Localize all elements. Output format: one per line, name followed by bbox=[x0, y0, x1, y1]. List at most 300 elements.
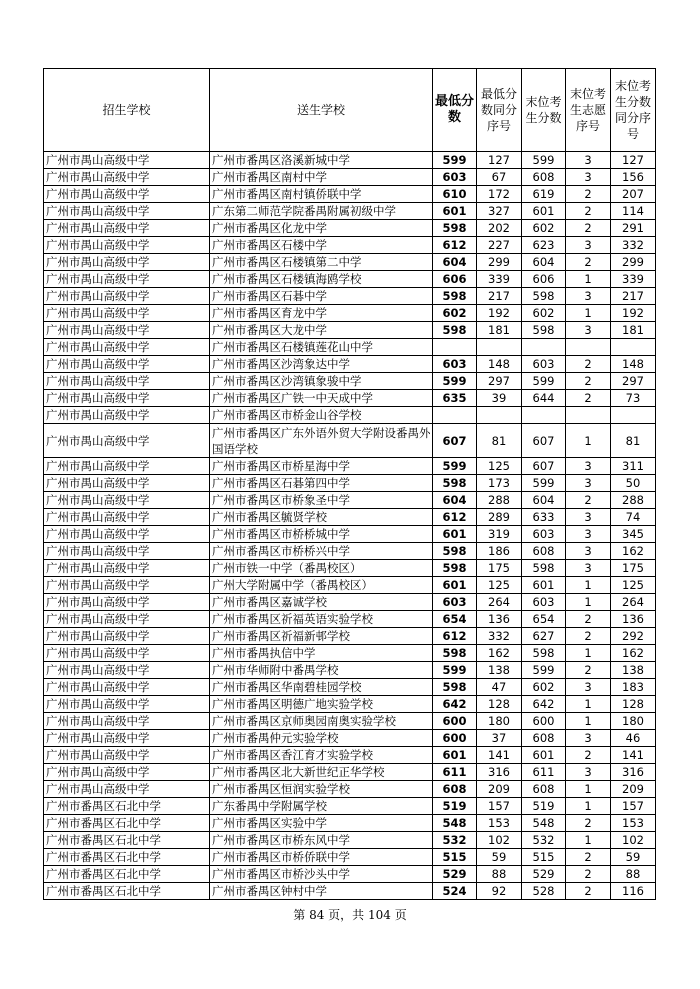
cell-last-rank: 59 bbox=[611, 849, 656, 866]
cell-last-rank bbox=[611, 407, 656, 424]
cell-min-rank: 339 bbox=[477, 271, 522, 288]
table-row bbox=[44, 288, 656, 305]
cell-sender: 广州市番禺区石楼镇第二中学 bbox=[210, 254, 433, 271]
cell-school: 广州市禺山高级中学 bbox=[44, 220, 210, 237]
cell-sender: 广州市番禺区明德广地实验学校 bbox=[210, 696, 433, 713]
table-row bbox=[44, 781, 656, 798]
cell-last-choice: 2 bbox=[566, 186, 611, 203]
cell-school: 广州市禺山高级中学 bbox=[44, 764, 210, 781]
cell-last-score: 607 bbox=[522, 458, 566, 475]
cell-last-score: 608 bbox=[522, 730, 566, 747]
cell-last-score: 600 bbox=[522, 713, 566, 730]
cell-last-score: 608 bbox=[522, 781, 566, 798]
cell-min-score: 600 bbox=[433, 730, 477, 747]
cell-school: 广州市禺山高级中学 bbox=[44, 271, 210, 288]
cell-last-score: 599 bbox=[522, 662, 566, 679]
cell-last-score: 608 bbox=[522, 169, 566, 186]
table-row bbox=[44, 373, 656, 390]
cell-last-choice: 3 bbox=[566, 543, 611, 560]
cell-last-choice: 2 bbox=[566, 220, 611, 237]
cell-sender: 广州市番禺区市桥侨联中学 bbox=[210, 849, 433, 866]
cell-last-score: 532 bbox=[522, 832, 566, 849]
cell-last-choice: 1 bbox=[566, 305, 611, 322]
cell-min-score: 603 bbox=[433, 169, 477, 186]
cell-last-score: 602 bbox=[522, 220, 566, 237]
cell-last-choice: 3 bbox=[566, 679, 611, 696]
table-row bbox=[44, 203, 656, 220]
footer-mid: 页，共 bbox=[324, 908, 368, 922]
table-row bbox=[44, 509, 656, 526]
cell-last-choice: 1 bbox=[566, 271, 611, 288]
cell-last-rank: 127 bbox=[611, 152, 656, 169]
cell-sender: 广州市番禺区京师奥园南奥实验学校 bbox=[210, 713, 433, 730]
cell-last-choice: 1 bbox=[566, 713, 611, 730]
cell-min-score: 604 bbox=[433, 254, 477, 271]
cell-school: 广州市禺山高级中学 bbox=[44, 560, 210, 577]
cell-min-rank: 181 bbox=[477, 322, 522, 339]
cell-last-choice: 2 bbox=[566, 747, 611, 764]
cell-last-rank: 153 bbox=[611, 815, 656, 832]
cell-last-score: 619 bbox=[522, 186, 566, 203]
cell-last-rank: 148 bbox=[611, 356, 656, 373]
cell-min-rank bbox=[477, 339, 522, 356]
cell-min-rank: 47 bbox=[477, 679, 522, 696]
cell-min-rank: 128 bbox=[477, 696, 522, 713]
cell-sender: 广州市番禺区市桥桥兴中学 bbox=[210, 543, 433, 560]
cell-sender: 广州市番禺区洛溪新城中学 bbox=[210, 152, 433, 169]
cell-last-choice: 2 bbox=[566, 203, 611, 220]
table-row bbox=[44, 356, 656, 373]
cell-min-rank: 202 bbox=[477, 220, 522, 237]
cell-last-choice: 3 bbox=[566, 475, 611, 492]
cell-last-score: 601 bbox=[522, 203, 566, 220]
header-min-score: 最低分数 bbox=[433, 69, 477, 152]
cell-sender: 广州市番禺仲元实验学校 bbox=[210, 730, 433, 747]
cell-school: 广州市禺山高级中学 bbox=[44, 186, 210, 203]
cell-min-rank: 141 bbox=[477, 747, 522, 764]
cell-last-rank: 299 bbox=[611, 254, 656, 271]
table-row bbox=[44, 390, 656, 407]
table-row bbox=[44, 849, 656, 866]
cell-min-score: 598 bbox=[433, 288, 477, 305]
table-row bbox=[44, 645, 656, 662]
cell-school: 广州市禺山高级中学 bbox=[44, 390, 210, 407]
page-footer bbox=[0, 906, 700, 923]
header-last-score: 末位考生分数 bbox=[522, 69, 566, 152]
cell-min-rank: 209 bbox=[477, 781, 522, 798]
cell-sender: 广州市番禺区香江育才实验学校 bbox=[210, 747, 433, 764]
cell-min-score: 612 bbox=[433, 237, 477, 254]
admission-score-table bbox=[43, 68, 656, 900]
cell-min-rank: 288 bbox=[477, 492, 522, 509]
cell-last-choice bbox=[566, 339, 611, 356]
cell-last-rank: 180 bbox=[611, 713, 656, 730]
cell-min-rank: 264 bbox=[477, 594, 522, 611]
cell-last-rank: 156 bbox=[611, 169, 656, 186]
cell-last-choice: 2 bbox=[566, 849, 611, 866]
cell-min-score: 599 bbox=[433, 662, 477, 679]
cell-min-rank: 157 bbox=[477, 798, 522, 815]
cell-min-score: 601 bbox=[433, 747, 477, 764]
cell-min-rank: 102 bbox=[477, 832, 522, 849]
cell-sender: 广州市番禺区毓贤学校 bbox=[210, 509, 433, 526]
cell-last-choice: 2 bbox=[566, 815, 611, 832]
table-row bbox=[44, 866, 656, 883]
cell-last-score: 644 bbox=[522, 390, 566, 407]
table-row bbox=[44, 815, 656, 832]
cell-sender: 广州市番禺区石楼镇莲花山中学 bbox=[210, 339, 433, 356]
cell-school: 广州市禺山高级中学 bbox=[44, 747, 210, 764]
cell-min-score: 601 bbox=[433, 577, 477, 594]
cell-last-choice: 3 bbox=[566, 458, 611, 475]
cell-last-score: 598 bbox=[522, 288, 566, 305]
cell-last-choice: 3 bbox=[566, 764, 611, 781]
table-row bbox=[44, 322, 656, 339]
cell-last-rank: 291 bbox=[611, 220, 656, 237]
cell-last-choice: 3 bbox=[566, 730, 611, 747]
cell-last-rank: 217 bbox=[611, 288, 656, 305]
cell-last-choice: 3 bbox=[566, 509, 611, 526]
cell-sender: 广州市番禺区北大新世纪正华学校 bbox=[210, 764, 433, 781]
cell-last-rank: 138 bbox=[611, 662, 656, 679]
cell-min-score: 612 bbox=[433, 509, 477, 526]
cell-min-score: 635 bbox=[433, 390, 477, 407]
cell-school: 广州市禺山高级中学 bbox=[44, 169, 210, 186]
table-row bbox=[44, 339, 656, 356]
table-row bbox=[44, 713, 656, 730]
cell-min-rank: 59 bbox=[477, 849, 522, 866]
cell-last-choice: 1 bbox=[566, 577, 611, 594]
cell-school: 广州市禺山高级中学 bbox=[44, 424, 210, 458]
header-last-rank: 末位考生分数同分序号 bbox=[611, 69, 656, 152]
cell-min-rank: 180 bbox=[477, 713, 522, 730]
cell-last-score: 607 bbox=[522, 424, 566, 458]
cell-school: 广州市禺山高级中学 bbox=[44, 475, 210, 492]
cell-min-score: 515 bbox=[433, 849, 477, 866]
cell-last-rank: 162 bbox=[611, 645, 656, 662]
cell-last-score: 602 bbox=[522, 305, 566, 322]
cell-last-choice: 2 bbox=[566, 356, 611, 373]
cell-last-choice: 1 bbox=[566, 594, 611, 611]
cell-school: 广州市禺山高级中学 bbox=[44, 458, 210, 475]
table-row bbox=[44, 237, 656, 254]
table-row bbox=[44, 798, 656, 815]
cell-last-score: 606 bbox=[522, 271, 566, 288]
cell-min-rank: 136 bbox=[477, 611, 522, 628]
cell-min-rank: 138 bbox=[477, 662, 522, 679]
cell-last-rank: 311 bbox=[611, 458, 656, 475]
cell-last-rank: 339 bbox=[611, 271, 656, 288]
header-school: 招生学校 bbox=[44, 69, 210, 152]
table-row bbox=[44, 305, 656, 322]
table-row bbox=[44, 730, 656, 747]
cell-sender: 广州市华师附中番禺学校 bbox=[210, 662, 433, 679]
cell-min-rank: 148 bbox=[477, 356, 522, 373]
cell-min-rank: 217 bbox=[477, 288, 522, 305]
cell-sender: 广州市番禺区祈福英语实验学校 bbox=[210, 611, 433, 628]
cell-min-rank: 299 bbox=[477, 254, 522, 271]
cell-last-choice: 2 bbox=[566, 492, 611, 509]
cell-last-score: 598 bbox=[522, 322, 566, 339]
table-row bbox=[44, 696, 656, 713]
cell-last-rank: 128 bbox=[611, 696, 656, 713]
cell-school: 广州市番禺区石北中学 bbox=[44, 815, 210, 832]
cell-min-rank: 332 bbox=[477, 628, 522, 645]
cell-last-rank: 288 bbox=[611, 492, 656, 509]
footer-suffix: 页 bbox=[390, 908, 407, 922]
cell-school: 广州市禺山高级中学 bbox=[44, 628, 210, 645]
cell-last-score: 603 bbox=[522, 594, 566, 611]
cell-sender: 广州市番禺区嘉诚学校 bbox=[210, 594, 433, 611]
cell-sender: 广州市番禺区市桥象圣中学 bbox=[210, 492, 433, 509]
cell-min-rank: 316 bbox=[477, 764, 522, 781]
cell-last-rank: 192 bbox=[611, 305, 656, 322]
cell-min-score: 598 bbox=[433, 560, 477, 577]
cell-min-score: 603 bbox=[433, 594, 477, 611]
cell-last-choice bbox=[566, 407, 611, 424]
cell-min-rank: 125 bbox=[477, 577, 522, 594]
cell-min-score: 598 bbox=[433, 543, 477, 560]
cell-school: 广州市禺山高级中学 bbox=[44, 339, 210, 356]
cell-sender: 广州市番禺区祈福新邨学校 bbox=[210, 628, 433, 645]
footer-total-pages: 104 bbox=[368, 908, 391, 922]
cell-min-rank: 153 bbox=[477, 815, 522, 832]
cell-school: 广州市番禺区石北中学 bbox=[44, 832, 210, 849]
cell-min-rank: 88 bbox=[477, 866, 522, 883]
cell-last-score: 602 bbox=[522, 679, 566, 696]
cell-sender: 广州市番禺区钟村中学 bbox=[210, 883, 433, 900]
cell-sender: 广州市番禺区华南碧桂园学校 bbox=[210, 679, 433, 696]
table-row bbox=[44, 611, 656, 628]
cell-sender: 广东第二师范学院番禺附属初级中学 bbox=[210, 203, 433, 220]
cell-sender: 广州市番禺区石楼中学 bbox=[210, 237, 433, 254]
cell-last-choice: 3 bbox=[566, 526, 611, 543]
cell-min-score: 598 bbox=[433, 322, 477, 339]
cell-last-score: 603 bbox=[522, 526, 566, 543]
cell-last-choice: 1 bbox=[566, 832, 611, 849]
cell-last-choice: 1 bbox=[566, 424, 611, 458]
cell-min-rank: 172 bbox=[477, 186, 522, 203]
cell-min-score: 524 bbox=[433, 883, 477, 900]
cell-min-score: 532 bbox=[433, 832, 477, 849]
cell-last-rank: 316 bbox=[611, 764, 656, 781]
cell-last-rank: 181 bbox=[611, 322, 656, 339]
cell-sender: 广州大学附属中学（番禺校区） bbox=[210, 577, 433, 594]
header-min-rank: 最低分数同分序号 bbox=[477, 69, 522, 152]
cell-sender: 广州市番禺区沙湾镇象骏中学 bbox=[210, 373, 433, 390]
cell-min-score: 607 bbox=[433, 424, 477, 458]
cell-min-rank: 67 bbox=[477, 169, 522, 186]
cell-last-rank bbox=[611, 339, 656, 356]
cell-sender: 广州市番禺区育龙中学 bbox=[210, 305, 433, 322]
table-row bbox=[44, 764, 656, 781]
cell-school: 广州市禺山高级中学 bbox=[44, 594, 210, 611]
cell-last-choice: 2 bbox=[566, 662, 611, 679]
cell-sender: 广州市番禺区广东外语外贸大学附设番禺外国语学校 bbox=[210, 424, 433, 458]
cell-last-score: 627 bbox=[522, 628, 566, 645]
cell-min-rank: 186 bbox=[477, 543, 522, 560]
cell-sender: 广州市番禺区广铁一中天成中学 bbox=[210, 390, 433, 407]
cell-last-choice: 2 bbox=[566, 628, 611, 645]
cell-school: 广州市番禺区石北中学 bbox=[44, 849, 210, 866]
cell-last-score: 598 bbox=[522, 645, 566, 662]
cell-last-score bbox=[522, 339, 566, 356]
cell-sender: 广州市番禺区恒润实验学校 bbox=[210, 781, 433, 798]
cell-min-score: 601 bbox=[433, 526, 477, 543]
cell-last-score: 529 bbox=[522, 866, 566, 883]
table-row bbox=[44, 407, 656, 424]
cell-last-choice: 2 bbox=[566, 373, 611, 390]
cell-last-choice: 2 bbox=[566, 390, 611, 407]
cell-last-score bbox=[522, 407, 566, 424]
cell-sender: 广州市番禺区石楼镇海鸥学校 bbox=[210, 271, 433, 288]
cell-last-score: 601 bbox=[522, 747, 566, 764]
cell-last-choice: 3 bbox=[566, 322, 611, 339]
cell-last-choice: 2 bbox=[566, 611, 611, 628]
cell-last-rank: 141 bbox=[611, 747, 656, 764]
cell-min-score bbox=[433, 339, 477, 356]
cell-sender: 广东番禺中学附属学校 bbox=[210, 798, 433, 815]
cell-last-score: 599 bbox=[522, 373, 566, 390]
table-row bbox=[44, 832, 656, 849]
header-last-choice: 末位考生志愿序号 bbox=[566, 69, 611, 152]
cell-min-score: 611 bbox=[433, 764, 477, 781]
cell-school: 广州市禺山高级中学 bbox=[44, 254, 210, 271]
table-row bbox=[44, 594, 656, 611]
footer-prefix: 第 bbox=[293, 908, 310, 922]
table-row bbox=[44, 560, 656, 577]
cell-min-rank: 125 bbox=[477, 458, 522, 475]
table-row bbox=[44, 271, 656, 288]
cell-last-rank: 46 bbox=[611, 730, 656, 747]
cell-last-score: 598 bbox=[522, 560, 566, 577]
cell-last-rank: 50 bbox=[611, 475, 656, 492]
cell-sender: 广州市番禺区石碁中学 bbox=[210, 288, 433, 305]
cell-school: 广州市禺山高级中学 bbox=[44, 288, 210, 305]
cell-min-score: 602 bbox=[433, 305, 477, 322]
cell-last-rank: 74 bbox=[611, 509, 656, 526]
cell-last-rank: 114 bbox=[611, 203, 656, 220]
table-row bbox=[44, 475, 656, 492]
cell-school: 广州市番禺区石北中学 bbox=[44, 866, 210, 883]
cell-min-score: 608 bbox=[433, 781, 477, 798]
cell-last-rank: 88 bbox=[611, 866, 656, 883]
cell-sender: 广州市番禺区化龙中学 bbox=[210, 220, 433, 237]
cell-last-score: 515 bbox=[522, 849, 566, 866]
cell-school: 广州市禺山高级中学 bbox=[44, 645, 210, 662]
table-row bbox=[44, 577, 656, 594]
table-row bbox=[44, 543, 656, 560]
cell-school: 广州市禺山高级中学 bbox=[44, 322, 210, 339]
cell-min-score: 598 bbox=[433, 645, 477, 662]
admission-score-table-container bbox=[43, 68, 655, 900]
cell-last-choice: 3 bbox=[566, 560, 611, 577]
cell-min-rank: 127 bbox=[477, 152, 522, 169]
footer-page-number: 84 bbox=[309, 908, 325, 922]
cell-school: 广州市禺山高级中学 bbox=[44, 526, 210, 543]
cell-last-score: 611 bbox=[522, 764, 566, 781]
cell-school: 广州市禺山高级中学 bbox=[44, 662, 210, 679]
cell-min-rank: 81 bbox=[477, 424, 522, 458]
cell-sender: 广州市铁一中学（番禺校区） bbox=[210, 560, 433, 577]
cell-last-rank: 264 bbox=[611, 594, 656, 611]
table-row bbox=[44, 220, 656, 237]
cell-last-rank: 292 bbox=[611, 628, 656, 645]
cell-last-choice: 2 bbox=[566, 883, 611, 900]
cell-last-score: 642 bbox=[522, 696, 566, 713]
cell-min-rank: 297 bbox=[477, 373, 522, 390]
cell-min-score: 548 bbox=[433, 815, 477, 832]
cell-min-score: 642 bbox=[433, 696, 477, 713]
cell-school: 广州市禺山高级中学 bbox=[44, 730, 210, 747]
table-row bbox=[44, 254, 656, 271]
cell-school: 广州市番禺区石北中学 bbox=[44, 883, 210, 900]
cell-school: 广州市禺山高级中学 bbox=[44, 611, 210, 628]
cell-last-score: 608 bbox=[522, 543, 566, 560]
cell-min-rank: 289 bbox=[477, 509, 522, 526]
cell-min-rank: 37 bbox=[477, 730, 522, 747]
cell-school: 广州市禺山高级中学 bbox=[44, 509, 210, 526]
cell-school: 广州市禺山高级中学 bbox=[44, 152, 210, 169]
cell-last-rank: 162 bbox=[611, 543, 656, 560]
cell-last-score: 654 bbox=[522, 611, 566, 628]
cell-last-rank: 102 bbox=[611, 832, 656, 849]
cell-last-rank: 332 bbox=[611, 237, 656, 254]
cell-min-rank: 173 bbox=[477, 475, 522, 492]
cell-sender: 广州市番禺区南村中学 bbox=[210, 169, 433, 186]
cell-sender: 广州市番禺区市桥沙头中学 bbox=[210, 866, 433, 883]
cell-school: 广州市禺山高级中学 bbox=[44, 237, 210, 254]
cell-school: 广州市禺山高级中学 bbox=[44, 305, 210, 322]
header-sender: 送生学校 bbox=[210, 69, 433, 152]
cell-school: 广州市禺山高级中学 bbox=[44, 203, 210, 220]
cell-sender: 广州市番禺区市桥桥城中学 bbox=[210, 526, 433, 543]
cell-last-rank: 136 bbox=[611, 611, 656, 628]
cell-last-rank: 157 bbox=[611, 798, 656, 815]
table-row bbox=[44, 883, 656, 900]
cell-school: 广州市禺山高级中学 bbox=[44, 696, 210, 713]
cell-min-score: 654 bbox=[433, 611, 477, 628]
cell-last-rank: 183 bbox=[611, 679, 656, 696]
cell-min-rank: 162 bbox=[477, 645, 522, 662]
cell-min-score: 519 bbox=[433, 798, 477, 815]
cell-min-score: 603 bbox=[433, 356, 477, 373]
cell-last-score: 633 bbox=[522, 509, 566, 526]
cell-sender: 广州市番禺区市桥东风中学 bbox=[210, 832, 433, 849]
cell-last-rank: 209 bbox=[611, 781, 656, 798]
cell-min-score: 599 bbox=[433, 458, 477, 475]
cell-school: 广州市禺山高级中学 bbox=[44, 679, 210, 696]
table-row bbox=[44, 747, 656, 764]
table-row bbox=[44, 662, 656, 679]
header-row bbox=[44, 69, 656, 152]
cell-last-choice: 3 bbox=[566, 169, 611, 186]
cell-last-choice: 3 bbox=[566, 288, 611, 305]
cell-sender: 广州市番禺区沙湾象达中学 bbox=[210, 356, 433, 373]
cell-last-rank: 73 bbox=[611, 390, 656, 407]
cell-last-score: 603 bbox=[522, 356, 566, 373]
cell-school: 广州市禺山高级中学 bbox=[44, 577, 210, 594]
cell-last-score: 519 bbox=[522, 798, 566, 815]
cell-min-rank: 227 bbox=[477, 237, 522, 254]
cell-min-score: 599 bbox=[433, 373, 477, 390]
cell-min-score: 599 bbox=[433, 152, 477, 169]
cell-last-rank: 116 bbox=[611, 883, 656, 900]
table-row bbox=[44, 628, 656, 645]
cell-last-rank: 207 bbox=[611, 186, 656, 203]
cell-last-choice: 2 bbox=[566, 254, 611, 271]
cell-last-choice: 2 bbox=[566, 866, 611, 883]
